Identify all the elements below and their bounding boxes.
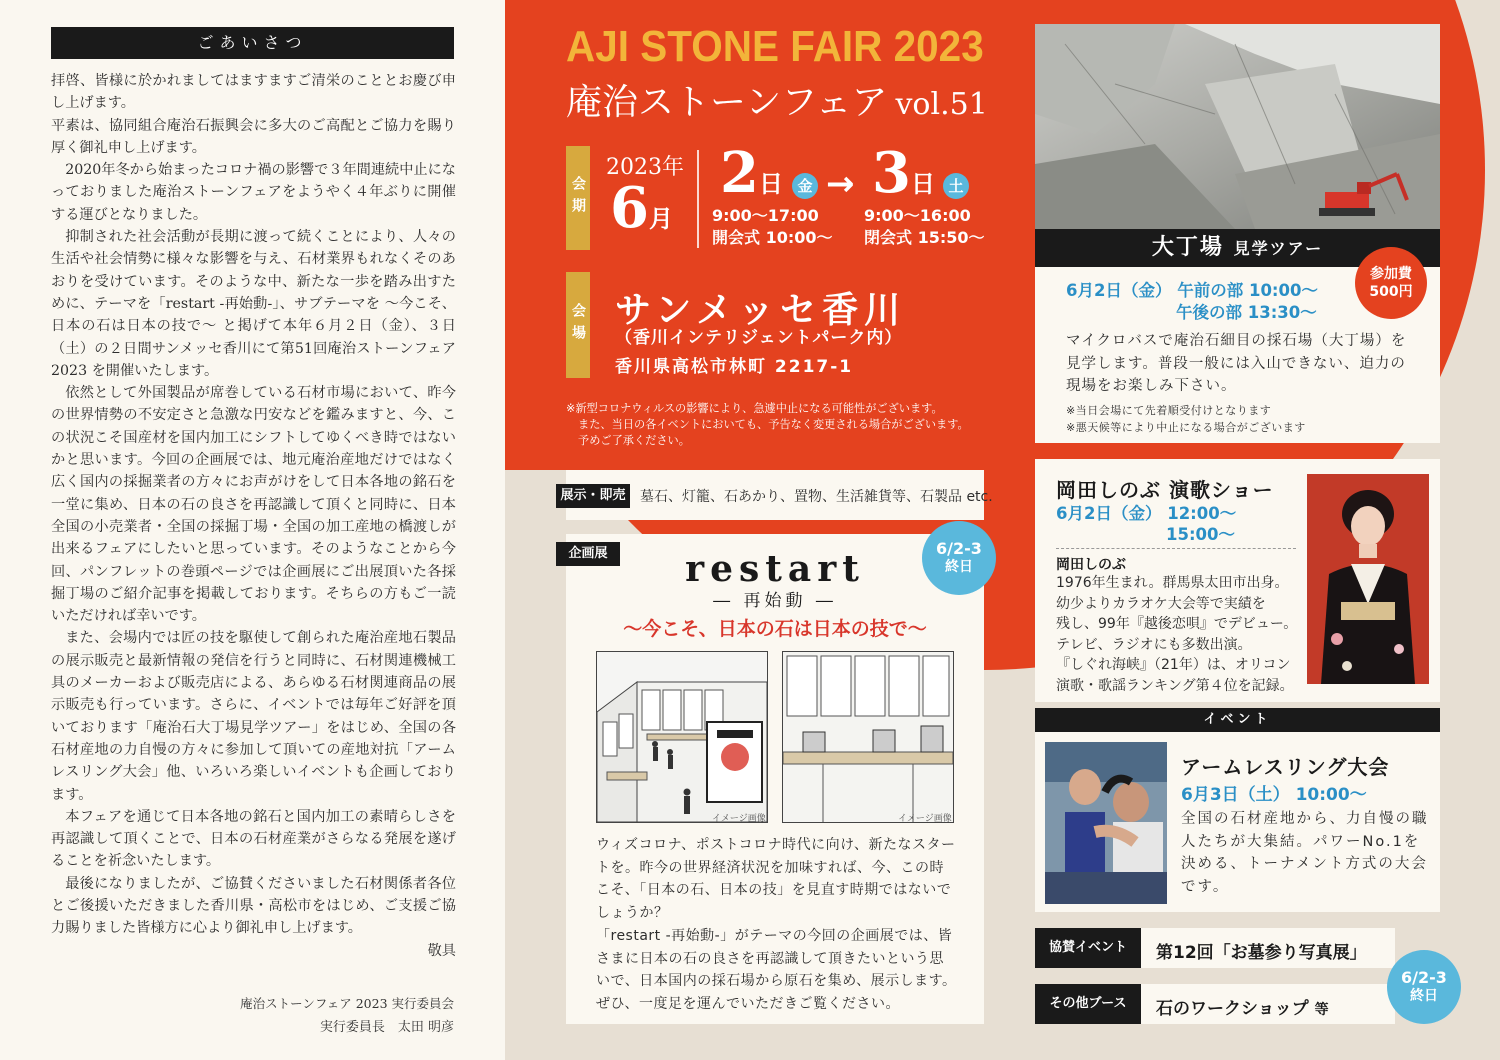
arrow-right-icon: →: [826, 164, 855, 204]
day-end: 3日: [872, 140, 935, 206]
fee-badge: 参加費 500円: [1355, 247, 1427, 319]
restart-theme: ～今こそ、日本の石は日本の技で～: [623, 618, 927, 640]
title-english: AJI STONE FAIR 2023: [566, 22, 984, 71]
signature-organization: 庵治ストーンフェア 2023 実行委員会: [240, 996, 454, 1011]
title-japanese: 庵治ストーンフェア vol.51: [566, 82, 988, 123]
exhibit-sale-text: 墓石、灯籠、石あかり、置物、生活雑貨等、石製品 etc.: [640, 489, 993, 505]
greeting-paragraph: 拝啓、皆様に於かれましてはますますご清栄のこととお慶び申し上げます。: [51, 73, 456, 112]
singer-bio: 1976年生まれ。群馬県太田市出身。 幼少よりカラオケ大会等で実績を 残し、99年『越後恋唄』でデビュー。 テレビ、ラジオにも多数出演。 『しぐれ海峡』（21年）は、オリコン 演歌・歌謡ランキング第４位を記録。: [1056, 575, 1298, 694]
venue-address: 香川県高松市林町 2217-1: [615, 357, 854, 377]
other-booth-label: その他ブース: [1035, 984, 1141, 1024]
quarry-photo: [1035, 24, 1440, 229]
event-year: 2023年: [606, 155, 684, 180]
weekday-sat-badge: 土: [943, 173, 969, 199]
greeting-paragraph: 最後になりましたが、ご協賛くださいました石材関係者各位とご後援いただきました香川県・高松市をはじめ、ご支援ご協力賜りました皆様方に心より御礼申し上げます。: [51, 875, 456, 937]
weekday-fri-badge: 金: [792, 173, 818, 199]
event-title: アームレスリング大会: [1181, 755, 1390, 779]
greeting-heading: ごあいさつ: [51, 27, 454, 59]
special-exhibit-label: 企画展: [556, 542, 620, 566]
restart-title: restart: [685, 548, 865, 590]
venue-subtitle: （香川インテリジェントパーク内）: [615, 328, 903, 348]
singer-name: 岡田しのぶ: [1056, 557, 1126, 573]
armwrestling-photo: [1045, 742, 1167, 904]
enka-show-schedule: 6月2日（金） 12:00～ 15:00～: [1056, 504, 1237, 544]
day2-hours: 9:00～16:00 閉会式 15:50～: [864, 206, 985, 247]
greeting-paragraph: また、会場内では匠の技を駆使して創られた庵治産地石製品の展示販売と最新情報の発信を行うと同時に、石材関連機械工具のメーカーおよび販売店による、あらゆる石材関連商品の展示販売も行っています。さらに、イベントでは毎年ご好評を頂いております「庵治石大丁場見学ツアー」をはじめ、全国の各石材産地の力自慢の方々に参加して頂いての産地対抗「アームレスリング大会」他、いろいろ楽しいイベントも企画しております。: [51, 630, 456, 803]
volume-number: vol.51: [895, 87, 988, 122]
event-label: イベント: [1035, 708, 1440, 732]
greeting-paragraph: 本フェアを通じて日本各地の銘石と国内加工の素晴らしさを再認識して頂くことで、日本の石材産業がさらなる発展を遂げることを祈念いたします。: [51, 808, 456, 870]
other-booth-text: 石のワークショップ 等: [1156, 999, 1329, 1019]
quarry-tour-title: 大丁場 見学ツアー: [1035, 229, 1440, 267]
image-note-1: イメージ画像: [712, 814, 766, 824]
greeting-paragraph: 平素は、協同組合庵治石振興会に多大のご高配とご協力を賜り厚く御礼申し上げます。: [51, 117, 456, 156]
exhibit-booth-image-1: [596, 651, 768, 823]
event-schedule: 6月3日（土） 10:00～: [1181, 785, 1367, 805]
restart-subtitle: ― 再始動 ―: [713, 591, 837, 611]
greeting-paragraph: 依然として外国製品が席巻している石材市場において、昨今の世界情勢の不安定さと急激な円安などを鑑みますと、今、この状況こそ国産材を国内加工にシフトしてゆくべき時ではないかと思います。今回の企画展では、地元庵治産地だけではなく広く国内の採掘業者の方々にお声がけをして日本各地の銘石を一堂に集め、日本の石の良さを再認識して頂くと同時に、日本全国の小売業者・全国の採掘丁場・全国の加工産地の橋渡しが出来るフェアにしたいと思っています。そのようなことから今回、パンフレットの巻頭ページでは企画展にご出展頂いた各採掘丁場のご紹介記事を掲載しております。そちらの方もご一読いただければ幸いです。: [51, 385, 456, 625]
greeting-body: [51, 70, 456, 962]
day-start: 2日: [720, 140, 783, 206]
exhibit-sale-label: 展示・即売: [556, 484, 630, 508]
quarry-tour-description: マイクロバスで庵治石細目の採石場（大丁場）を見学します。普段一般には入山できない、迫力の現場をお楽しみ下さい。: [1066, 333, 1407, 394]
venue-name: サンメッセ香川: [615, 289, 907, 331]
special-exhibit-description: ウィズコロナ、ポストコロナ時代に向け、新たなスタートを。昨今の世界経済状況を加味すれば、今、この時こそ、「日本の石、日本の技」を見直す時期ではないでしょうか？ 「restart -再始動-」がテーマの今回の企画展では、皆さまに日本の石の良さを再認識して頂きたいという思いで、日本国内の採石場から原石を集め、展示します。ぜひ、一度足を運んでいただきご覧ください。: [596, 837, 957, 1012]
quarry-tour-schedule: 6月2日（金） 午前の部 10:00～ 午後の部 13:30～: [1066, 281, 1318, 322]
exhibit-booth-image-2: [782, 651, 954, 823]
quarry-tour-notes: ※当日会場にて先着順受付けとなります ※悪天候等により中止になる場合がございます: [1066, 404, 1306, 434]
greeting-paragraph: 2020年冬から始まったコロナ禍の影響で３年間連続中止になっておりました庵治ストーンフェアをようやく４年ぶりに開催する運びとなりました。: [51, 162, 456, 223]
greeting-closing: 敬具: [427, 942, 456, 959]
signature-person: 実行委員長 太田 明彦: [319, 1020, 454, 1035]
sponsor-event-label: 協賛イベント: [1035, 928, 1141, 968]
special-exhibit-date-badge: 6/2-3 終日: [922, 521, 996, 595]
enka-show-title: 岡田しのぶ 演歌ショー: [1056, 478, 1274, 502]
venue-tag: 会場: [566, 272, 590, 378]
event-description: 全国の石材産地から、力自慢の職人たちが大集結。パワーNo.1を決める、トーナメント方式の大会です。: [1181, 811, 1429, 895]
sponsor-event-text: 第12回「お墓参り写真展」: [1156, 943, 1367, 963]
bottom-date-badge: 6/2-3 終日: [1387, 950, 1461, 1024]
event-month: 6月: [610, 175, 673, 241]
singer-photo: [1307, 474, 1429, 684]
day1-hours: 9:00～17:00 開会式 10:00～: [712, 206, 833, 247]
period-tag: 会期: [566, 146, 590, 250]
greeting-paragraph: 抑制された社会活動が長期に渡って続くことにより、人々の生活や社会情勢に様々な影響を与え、石材業界もれなくそのあおりを受けています。そのような中、新たな一歩を踏み出すために、テーマを「restart -再始動-」、サブテーマを ～今こそ、日本の石は日本の技で～ と掲げて本年６月２日（金）、３日（土）の２日間サンメッセ香川にて第51回庵治ストーンフェア 2023 を開催いたします。: [51, 229, 456, 379]
dashed-divider: [1056, 548, 1296, 549]
image-note-2: イメージ画像: [898, 814, 952, 824]
date-divider: [697, 150, 699, 248]
covid-notice: ※新型コロナウィルスの影響により、急遽中止になる可能性がございます。 また、当日の各イベントにおいても、予告なく変更される場合がございます。 予めご了承ください。: [566, 402, 969, 447]
